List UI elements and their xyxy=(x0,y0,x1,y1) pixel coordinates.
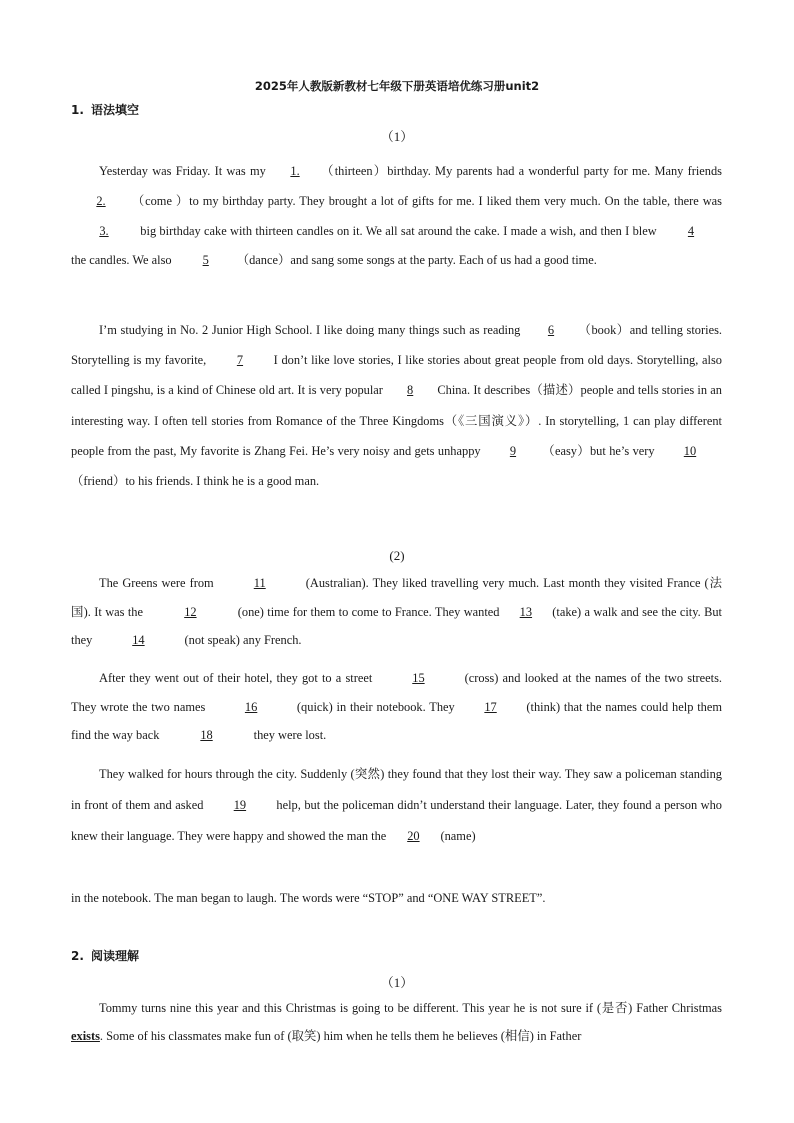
text: China. It describes（描述）people and tells stories in an interesting way. I often tell stories from Romance of the Three Kingdoms（《三国演义》）. In storytelling, 1 can play different people from the past, My favorite is Zhang Fei. He’s very noisy and gets unhappy xyxy=(71,383,722,458)
text: The Greens were from xyxy=(99,576,218,590)
cloze-paragraph-2 xyxy=(71,315,722,496)
blank-16[interactable]: 16 xyxy=(244,699,258,714)
blank-10[interactable]: 10 xyxy=(683,443,697,458)
text: Tommy turns nine this year and this Christmas is going to be different. This year he is not sure if (是否) Father Christmas xyxy=(99,1001,722,1015)
text: the candles. We also xyxy=(71,253,175,268)
text: (one) time for them to come to France. They wanted xyxy=(234,604,503,619)
text: I don’t like love stories, I like stories about great people from old days. Storytelling, also called I pingshu, is a kind of Chinese old art. It is very popular xyxy=(71,353,722,398)
blank-2[interactable]: 2. xyxy=(96,193,106,208)
part-2-label: (2) xyxy=(389,548,405,563)
text: big birthday cake with thirteen candles on it. We all sat around the cake. I made a wish, and then I blew xyxy=(137,223,660,238)
text: (quick) in their notebook. They xyxy=(293,699,459,714)
blank-6[interactable]: 6 xyxy=(547,323,555,337)
blank-12[interactable]: 12 xyxy=(184,604,197,619)
text: help, but the policeman didn’t understand their language. Later, they found a person who knew their language. They were happy and showed the man the xyxy=(71,797,722,843)
section-1-number: 1. xyxy=(71,103,84,117)
section-1-title: 语法填空 xyxy=(91,103,140,117)
text: （book）and telling stories. Storytelling is my favorite, xyxy=(71,323,722,368)
text: （easy）but he’s very xyxy=(541,443,658,458)
text: (think) that the names could help them find the way back xyxy=(71,699,722,743)
text: (name) xyxy=(437,828,476,843)
text: (not speak) any French. xyxy=(181,633,302,648)
section-2-number: 2. xyxy=(71,949,84,963)
cloze-paragraph-5-end: in the notebook. The man began to laugh. The words were “STOP” and “ONE WAY STREET”. xyxy=(71,891,546,905)
section-1-heading xyxy=(71,101,139,118)
cloze-paragraph-3 xyxy=(71,569,722,655)
document-title: 2025年人教版新教材七年级下册英语培优练习册unit2 xyxy=(254,79,540,93)
text: they were lost. xyxy=(250,728,327,743)
blank-1[interactable]: 1. xyxy=(290,164,300,178)
blank-19[interactable]: 19 xyxy=(233,797,247,812)
text: （come ）to my birthday party. They brought a lot of gifts for me. I liked them very much. On the table, there was xyxy=(131,193,722,208)
blank-7[interactable]: 7 xyxy=(236,353,244,368)
cloze-paragraph-5 xyxy=(71,759,722,851)
section-2-title: 阅读理解 xyxy=(91,949,140,963)
blank-14[interactable]: 14 xyxy=(132,633,145,648)
text: (cross) and looked at the names of the two streets. They wrote the two names xyxy=(71,671,722,714)
text: After they went out of their hotel, they got to a street xyxy=(99,671,377,685)
text: (take) a walk and see the city. But they xyxy=(71,604,722,648)
blank-3[interactable]: 3. xyxy=(99,223,109,238)
blank-20[interactable]: 20 xyxy=(407,828,420,843)
blank-17[interactable]: 17 xyxy=(484,699,497,714)
blank-5[interactable]: 5 xyxy=(202,253,209,268)
keyword-exists: exists xyxy=(71,1029,100,1043)
part-3-label: （1） xyxy=(380,975,414,990)
blank-13[interactable]: 13 xyxy=(519,604,533,619)
text: （friend）to his friends. I think he is a good man. xyxy=(71,474,320,489)
reading-paragraph-1 xyxy=(71,994,722,1050)
blank-18[interactable]: 18 xyxy=(200,728,213,743)
text: (Australian). They liked travelling very much. Last month they visited France (法国). It was the xyxy=(71,576,723,619)
section-2-heading xyxy=(71,947,139,964)
text: . Some of his classmates make fun of (取笑) him when he tells them he believes (相信) in Father xyxy=(99,1029,582,1043)
cloze-paragraph-4 xyxy=(71,664,722,750)
cloze-paragraph-1 xyxy=(71,157,722,276)
blank-8[interactable]: 8 xyxy=(407,383,414,398)
text: They walked for hours through the city. Suddenly (突然) they found that they lost their way. They saw a policeman standing in front of them and asked xyxy=(71,767,722,812)
blank-15[interactable]: 15 xyxy=(412,671,425,685)
text: Yesterday was Friday. It was my xyxy=(99,164,271,178)
part-1-label: （1） xyxy=(380,129,414,144)
text: （thirteen）birthday. My parents had a wonderful party for me. Many friends xyxy=(320,164,723,178)
text: （dance）and sang some songs at the party. Each of us had a good time. xyxy=(236,253,597,268)
blank-4[interactable]: 4 xyxy=(687,223,695,238)
blank-11[interactable]: 11 xyxy=(253,576,266,590)
blank-9[interactable]: 9 xyxy=(509,443,517,458)
text: I’m studying in No. 2 Junior High School. I like doing many things such as reading xyxy=(99,323,525,337)
